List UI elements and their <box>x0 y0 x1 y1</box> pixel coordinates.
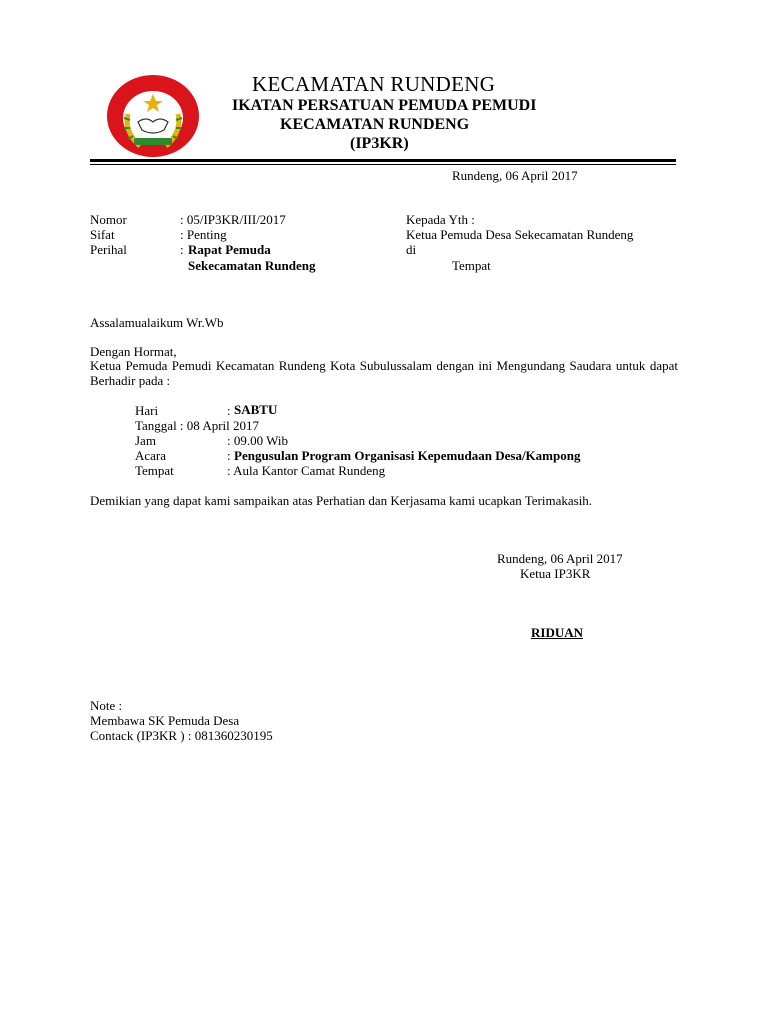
perihal-colon: : <box>180 242 184 257</box>
recipient-di: di <box>406 242 417 257</box>
note-line1: Membawa SK Pemuda Desa <box>90 713 240 728</box>
organization-logo <box>106 74 200 158</box>
acara-colon: : <box>227 448 231 463</box>
signature-name: RIDUAN <box>531 625 583 640</box>
signature-role: Ketua IP3KR <box>520 566 591 581</box>
salutation: Assalamualaikum Wr.Wb <box>90 315 224 330</box>
recipient-kepada: Kepada Yth : <box>406 212 475 227</box>
acara-label: Acara <box>135 448 167 463</box>
letterhead-organization: IKATAN PERSATUAN PEMUDA PEMUDI <box>232 97 537 114</box>
body-paragraph: Ketua Pemuda Pemudi Kecamatan Rundeng Kota Subulussalam dengan ini Mengundang Saudara untuk dapat Berhadir pada : <box>90 358 678 388</box>
recipient-name: Ketua Pemuda Desa Sekecamatan Rundeng <box>406 227 634 242</box>
tempat-label: Tempat <box>135 463 174 478</box>
letterhead-title: KECAMATAN RUNDENG <box>252 72 496 96</box>
letterhead-acronym: (IP3KR) <box>350 135 409 152</box>
tanggal-row: Tanggal : 08 April 2017 <box>135 418 260 433</box>
greeting: Dengan Hormat, <box>90 344 177 359</box>
jam-label: Jam <box>135 433 156 448</box>
jam-value: : 09.00 Wib <box>227 433 288 448</box>
perihal-value-line1: Rapat Pemuda <box>188 242 271 257</box>
signature-date: Rundeng, 06 April 2017 <box>497 551 623 566</box>
perihal-value-line2: Sekecamatan Rundeng <box>188 258 316 273</box>
sifat-value: : Penting <box>180 227 227 242</box>
hari-colon: : <box>227 403 231 418</box>
acara-value: Pengusulan Program Organisasi Kepemudaan Desa/Kampong <box>234 448 581 463</box>
tempat-value: : Aula Kantor Camat Rundeng <box>227 463 386 478</box>
logo-banner <box>134 138 172 145</box>
nomor-label: Nomor <box>90 212 127 227</box>
note-contact: Contack (IP3KR ) : 081360230195 <box>90 728 273 743</box>
letterhead-rule-thin <box>90 164 676 165</box>
hari-label: Hari <box>135 403 159 418</box>
letter-date: Rundeng, 06 April 2017 <box>452 168 578 183</box>
recipient-tempat: Tempat <box>452 258 491 273</box>
closing-sentence: Demikian yang dapat kami sampaikan atas Perhatian dan Kerjasama kami ucapkan Terimakasih. <box>90 493 593 508</box>
letterhead-district: KECAMATAN RUNDENG <box>280 116 470 133</box>
perihal-label: Perihal <box>90 242 127 257</box>
sifat-label: Sifat <box>90 227 115 242</box>
note-label: Note : <box>90 698 123 713</box>
letterhead-rule-thick <box>90 159 676 162</box>
hari-value: SABTU <box>234 402 278 417</box>
nomor-value: : 05/IP3KR/III/2017 <box>180 212 286 227</box>
